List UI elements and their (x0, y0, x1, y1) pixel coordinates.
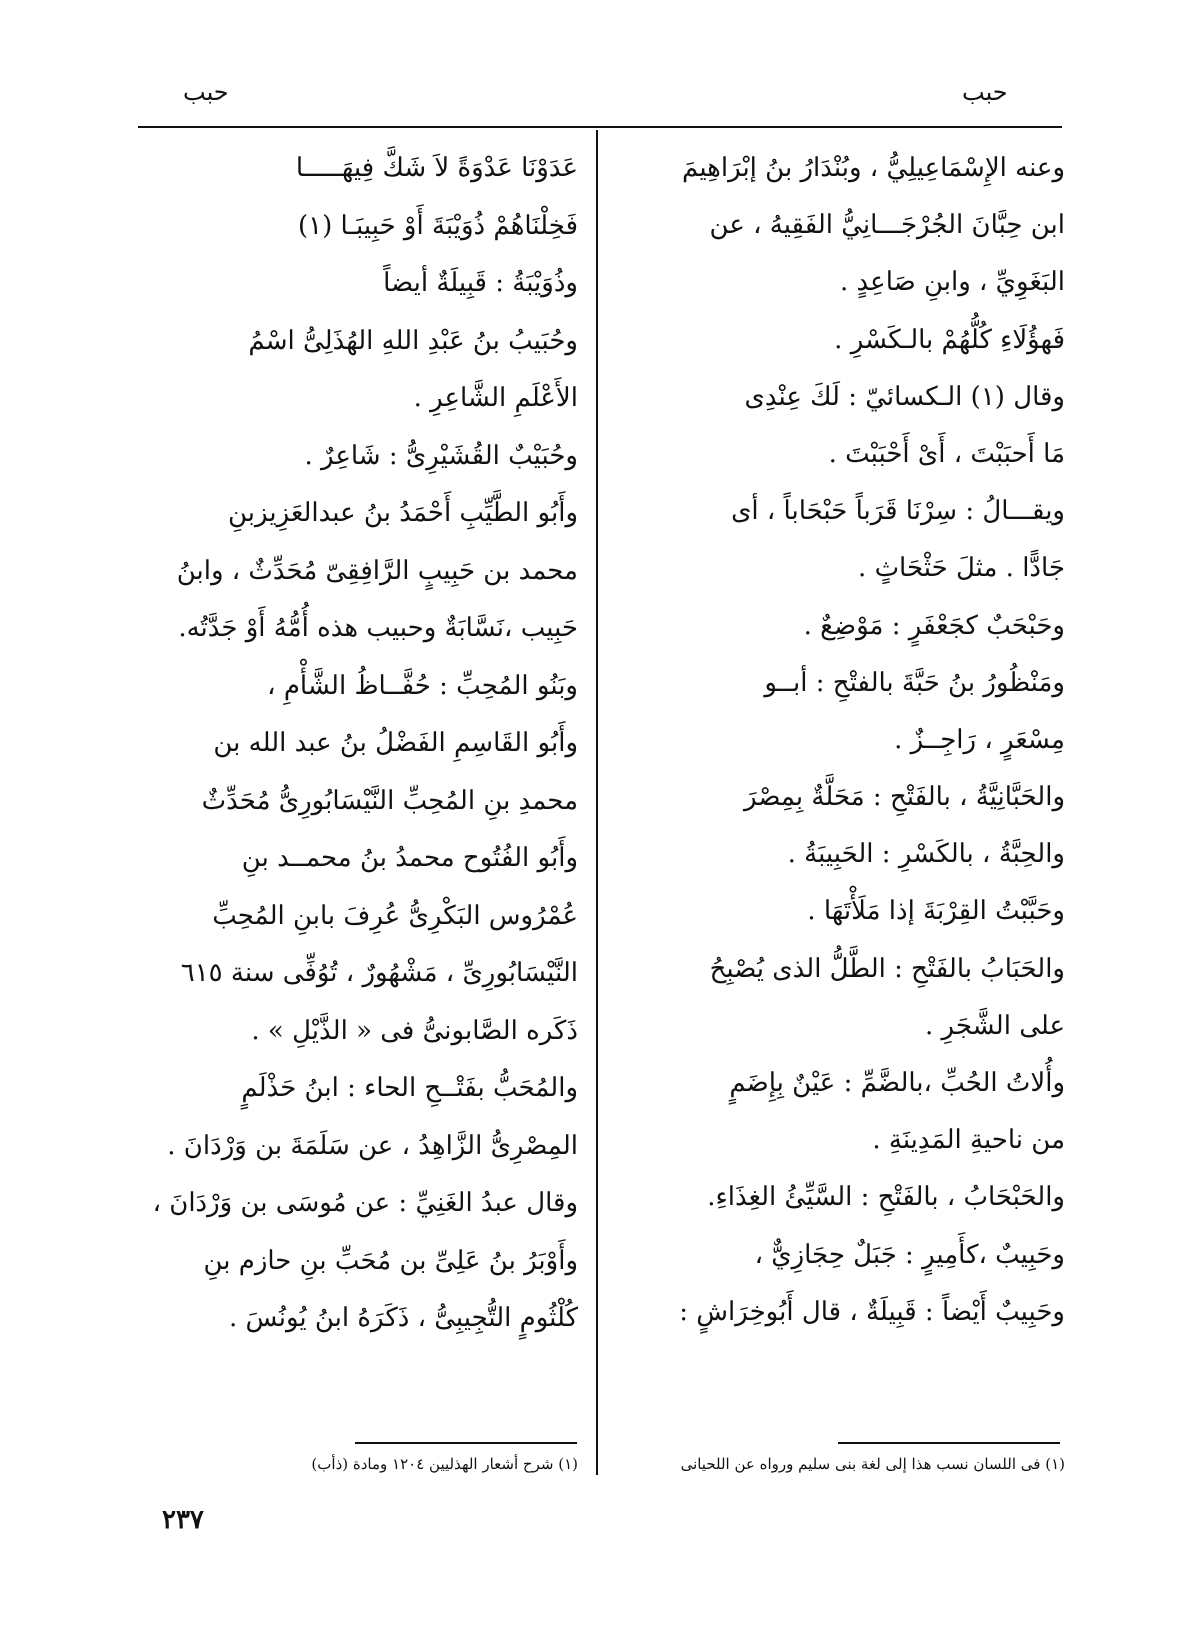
header-rule (138, 126, 1062, 128)
text-line: مِسْعَرٍ ، رَاجِــزٌ . (894, 724, 1065, 755)
text-line: وذُوَيْبَةُ : قَبِيلَةٌ أيضاً (383, 268, 578, 298)
footnote-rule-right (838, 1442, 1060, 1444)
text-line: محمدِ بنِ المُحِبِّ النَّيْسَابُورِىُّ مُحَدِّثٌ (201, 785, 578, 816)
text-line: والحَبَابُ بالفَتْحِ : الطَّلُّ الذى يُصْبِحُ (709, 953, 1065, 984)
text-line: والحَبَّانِيَّةُ ، بالفَتْحِ : مَحَلَّةٌ بِمِصْرَ (743, 782, 1065, 813)
text-line: وحَبِيبٌ أَيْضاً : قَبِيلَةٌ ، قال أَبُوخِرَاشٍ : (679, 1296, 1065, 1327)
text-line: ويقـــالُ : سِرْنَا قَرَباً حَبْحَاباً ، أى (731, 496, 1065, 527)
text-line: والحِبَّةُ ، بالكَسْرِ : الحَبِيبَةُ . (787, 839, 1065, 870)
text-line: كُلْثُومٍ التُّجِيبِىُّ ، ذَكَرَهُ ابنُ يُونُسَ . (229, 1303, 578, 1333)
text-line: محمد بن حَبِيبٍ الرَّافِقِىّ مُحَدِّثٌ ، وابنُ (176, 555, 578, 586)
text-line: فَهؤُلَاءِ كُلُّهُمْ بالـكَسْرِ . (834, 324, 1065, 355)
footnote-right: (١) فى اللسان نسب هذا إلى لغة بنى سليم ورواه عن اللحيانى (680, 1455, 1065, 1473)
text-line: والمُحَبُّ بفَتْــحِ الحاء : ابنُ حَذْلَمٍ (241, 1073, 578, 1103)
text-line: مَا أَحبَبْتَ ، أَىْ أَحْبَبْتَ . (828, 438, 1065, 469)
text-line: على الشَّجَرِ . (924, 1010, 1065, 1041)
left-column (138, 140, 578, 1348)
text-line: عَدَوْنَا عَدْوَةً لاَ شَكَّ فِيهَـــــا (295, 153, 578, 183)
text-line: وحَبْحَبٌ كجَعْفَرٍ : مَوْضِعٌ . (803, 610, 1065, 641)
text-line: وأُلاتُ الحُبِّ ،بالضَّمِّ : عَيْنٌ بِإِضَمٍ (729, 1068, 1065, 1098)
text-line: وقال (١) الـكسائيّ : لَكَ عِنْدِى (744, 381, 1065, 412)
page-number: ٢٣٧ (162, 1505, 204, 1535)
text-line: وحَبَّبْتُ القِرْبَةَ إذا مَلَأْتَهَا . (807, 896, 1065, 927)
footnote-rule-left (355, 1442, 577, 1444)
text-line: وحُبَيْبٌ القُشَيْرِىُّ : شَاعِرٌ . (304, 440, 578, 471)
text-line: وأَوْبَرُ بنُ عَلِىِّ بن مُحَبِّ بنِ حازم بنِ (203, 1245, 578, 1276)
text-line: وحُبَيبُ بنُ عَبْدِ اللهِ الهُذَلِىُّ اسْمُ (248, 325, 578, 356)
text-line: جَادًّا . مثلَ حَثْحَاثٍ . (858, 553, 1065, 584)
text-line: وبَنُو المُحِبِّ : حُفَّــاظُ الشَّأْمِ ، (267, 670, 578, 701)
text-line: ذَكَره الصَّابونىُّ فى « الذَّيْلِ » . (251, 1015, 578, 1046)
text-line: والحَبْحَابُ ، بالفَتْحِ : السَّيِّئُ الغِذَاءِ. (707, 1182, 1065, 1213)
running-head-left: حبب (183, 78, 229, 106)
text-line: وأَبُو القَاسِمِ الفَضْلُ بنُ عبد الله بن (213, 728, 578, 758)
text-line: وحَبِيبٌ ،كأَمِيرٍ : جَبَلٌ حِجَازِيٌّ ، (754, 1239, 1065, 1270)
text-line: ومَنْظُورُ بنُ حَبَّةَ بالفتْحِ : أبــو (764, 667, 1065, 698)
text-line: وعنه الإِسْمَاعِيلِيُّ ، وبُنْدَارُ بنُ إبْرَاهِيمَ (682, 153, 1065, 183)
text-line: وقال عبدُ الغَنِيِّ : عن مُوسَى بن وَرْدَانَ ، (152, 1188, 578, 1218)
footnote-left: (١) شرح أشعار الهذليين ١٢٠٤ ومادة (ذأب) (311, 1455, 578, 1473)
running-head-right: حبب (962, 78, 1008, 106)
text-line: من ناحيةِ المَدِينَةِ . (872, 1125, 1065, 1156)
text-line: ابن حِبَّانَ الجُرْجَـــانِيُّ الفَقِيهُ ، عن (709, 210, 1065, 241)
text-line: المِصْرِىُّ الزَّاهِدُ ، عن سَلَمَةَ بن وَرْدَانَ . (167, 1130, 578, 1161)
column-divider (596, 130, 598, 1475)
text-line: عُمْرُوس البَكْرِىُّ عُرِفَ بابنِ المُحِبِّ (212, 900, 578, 931)
text-line: وأَبُو الفُتُوح محمدُ بنُ محمــد بنِ (241, 843, 578, 873)
text-line: فَخِلْنَاهُمْ ذُوَيْبَةَ أَوْ حَبِيبَـا (١) (297, 210, 578, 241)
text-line: الأَعْلَمِ الشَّاعِرِ . (413, 383, 578, 413)
text-line: البَغَوِيِّ ، وابنِ صَاعِدٍ . (840, 267, 1065, 298)
text-line: حَبِيب ،نَسَّابَةٌ وحبيب هذه أُمُّهُ أَوْ جَدَّتُه. (178, 613, 578, 643)
right-column (625, 140, 1065, 1341)
text-line: وأَبُو الطَّيِّبِ أَحْمَدُ بنُ عبدالعَزِيزبنِ (227, 498, 578, 528)
text-line: النَّيْسَابُورِىِّ ، مَشْهُورٌ ، تُوُفِّى سنة ٦١٥ (180, 958, 578, 988)
